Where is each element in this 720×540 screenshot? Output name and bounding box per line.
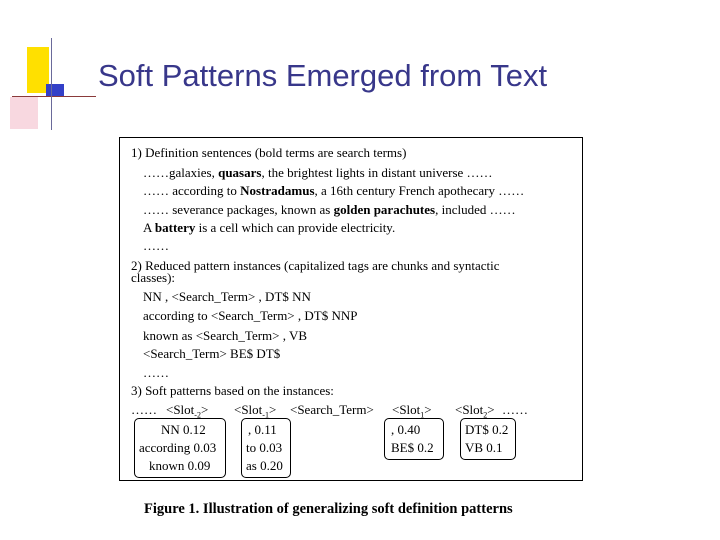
definition-text: is a cell which can provide electricity. (195, 220, 396, 235)
definition-text: A (143, 220, 155, 235)
definition-text: …… severance packages, known as (143, 202, 334, 217)
slot-value: VB 0.1 (465, 440, 503, 455)
definition-line (143, 166, 493, 180)
definition-line (143, 221, 395, 235)
slot-value: to 0.03 (246, 440, 283, 455)
slot-plus2-header: <Slot$_2$> (455, 402, 495, 420)
definition-text: , a 16th century French apothecary …… (314, 183, 525, 198)
pattern-instance: …… (143, 365, 169, 380)
slot-value: according 0.03 (139, 440, 217, 455)
definition-line (143, 239, 169, 253)
slot-value: DT$ 0.2 (465, 422, 509, 437)
search-term: golden parachutes (333, 202, 436, 217)
slot-minus2-header: <Slot$_{-2}$> (166, 402, 209, 420)
slide-title: Soft Patterns Emerged from Text (98, 58, 548, 93)
decor-horizontal-line (12, 96, 96, 97)
definition-line (143, 203, 516, 217)
definition-text: …… (143, 238, 169, 253)
slot-value: known 0.09 (149, 458, 211, 473)
definition-text: ……galaxies, (143, 165, 219, 180)
pattern-instance: NN , <Search_Term> , DT$ NN (143, 289, 311, 304)
section2-heading: 2) Reduced pattern instances (capitalized tags are chunks and syntactic (131, 258, 500, 273)
figure-caption: Figure 1. Illustration of generalizing soft definition patterns (144, 501, 513, 517)
section3-heading: 3) Soft patterns based on the instances: (131, 383, 334, 398)
slot-minus1-box (241, 418, 291, 478)
search-term: Nostradamus (240, 183, 315, 198)
search-term: quasars (218, 165, 262, 180)
slot-lead-ellipsis: …… (131, 402, 157, 417)
slot-value: NN 0.12 (161, 422, 206, 437)
decor-pink-square (10, 97, 38, 129)
pattern-instance: according to <Search_Term> , DT$ NNP (143, 308, 358, 323)
slot-trail-ellipsis: …… (502, 402, 528, 417)
slot-plus1-header: <Slot$_1$> (392, 402, 432, 420)
definition-text: , the brightest lights in distant universe …… (261, 165, 493, 180)
slot-value: as 0.20 (246, 458, 283, 473)
slot-plus2-box (460, 418, 516, 460)
section1-heading: 1) Definition sentences (bold terms are search terms) (131, 145, 407, 160)
slot-value: , 0.40 (391, 422, 421, 437)
pattern-instance: known as <Search_Term> , VB (143, 328, 308, 343)
pattern-instance: <Search_Term> BE$ DT$ (143, 346, 281, 361)
definition-line (143, 184, 524, 198)
slot-value: , 0.11 (248, 422, 277, 437)
slot-minus1-header: <Slot$_{-1}$> (234, 402, 277, 420)
search-term-header: <Search_Term> (290, 402, 374, 417)
definition-text: , included …… (435, 202, 516, 217)
definition-text: …… according to (143, 183, 241, 198)
decor-vertical-line (51, 38, 52, 130)
slot-value: BE$ 0.2 (391, 440, 434, 455)
slot-minus2-box (134, 418, 226, 478)
search-term: battery (154, 220, 196, 235)
figure-box (119, 137, 583, 481)
decor-blue-square (46, 84, 64, 96)
slot-plus1-box (384, 418, 444, 460)
section2-heading-cont: classes): (131, 270, 176, 285)
